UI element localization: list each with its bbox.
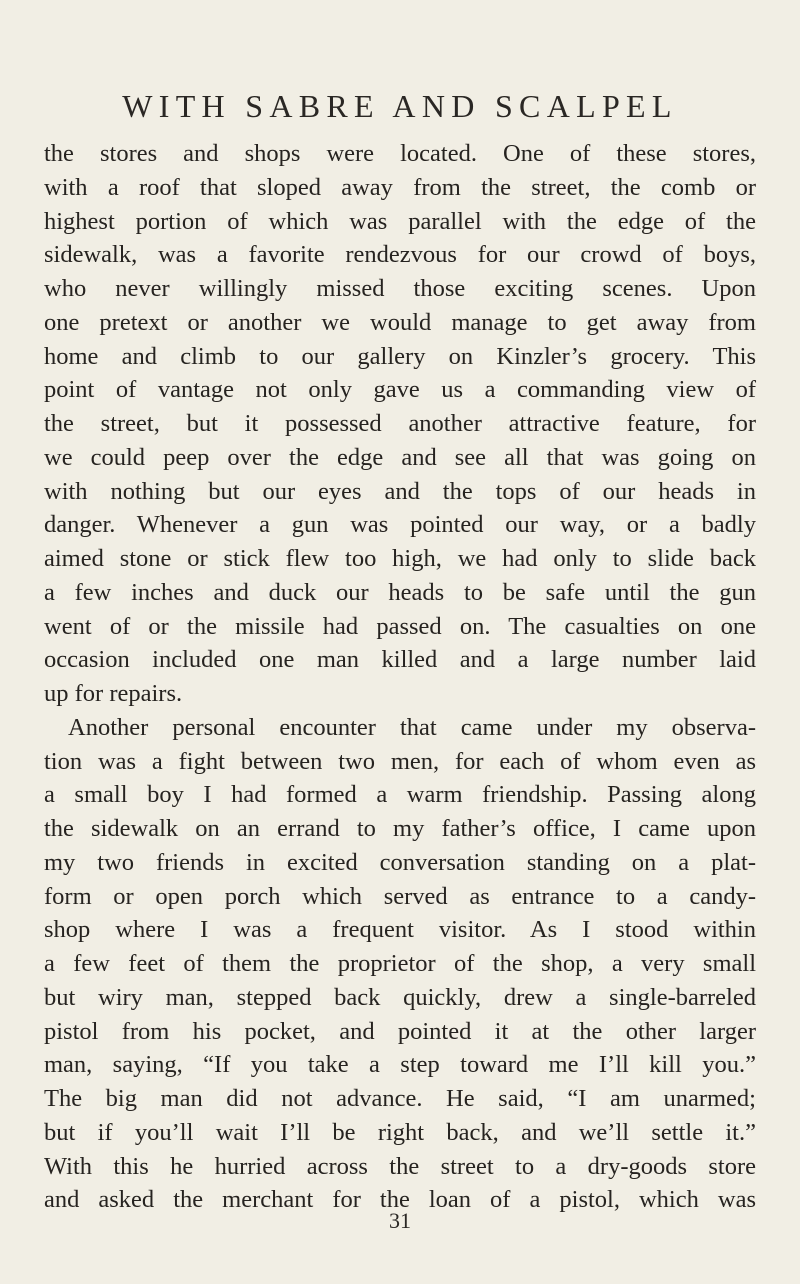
text-line: form or open porch which served as entrance to a candy- [44,882,756,910]
body-text [44,137,756,1217]
text-line: the sidewalk on an errand to my father’s office, I came upon [44,815,756,842]
text-line: one pretext or another we would manage to get away from [44,308,756,336]
text-line: aimed stone or stick flew too high, we had only to slide back [44,545,756,572]
text-line: highest portion of which was parallel with the edge of the [44,207,756,235]
text-line: pistol from his pocket, and pointed it at the other larger [44,1017,756,1045]
text-line: we could peep over the edge and see all that was going on [44,443,756,471]
text-line: The big man did not advance. He said, “I am unarmed; [44,1085,756,1112]
text-line: went of or the missile had passed on. The casualties on one [44,612,756,640]
text-line: a few feet of them the proprietor of the shop, a very small [44,950,756,977]
text-line: point of vantage not only gave us a commanding view of [44,376,756,404]
text-line: who never willingly missed those exciting scenes. Upon [44,275,756,302]
text-line: occasion included one man killed and a large number laid [44,646,756,674]
text-line: with a roof that sloped away from the street, the comb or [44,173,756,201]
running-head: WITH SABRE AND SCALPEL [122,88,678,124]
text-line: a few inches and duck our heads to be safe until the gun [44,578,756,606]
text-line: shop where I was a frequent visitor. As I stood within [44,916,756,944]
text-line: the street, but it possessed another attractive feature, for [44,410,756,437]
text-line: but wiry man, stepped back quickly, drew a single-barreled [44,983,756,1011]
text-line: but if you’ll wait I’ll be right back, and we’ll settle it.” [44,1118,756,1146]
text-line: my two friends in excited conversation standing on a plat- [44,848,756,876]
text-line: up for repairs. [44,680,183,707]
text-line: with nothing but our eyes and the tops of our heads in [44,477,756,505]
text-line: and asked the merchant for the loan of a pistol, which was [44,1186,756,1214]
text-line: tion was a fight between two men, for each of whom even as [44,747,756,775]
text-line: the stores and shops were located. One of these stores, [44,140,756,167]
text-line: With this he hurried across the street to a dry-goods store [44,1152,756,1180]
text-line: Another personal encounter that came under my observa- [68,713,756,741]
text-line: sidewalk, was a favorite rendezvous for our crowd of boys, [44,241,756,269]
page-number: 31 [389,1208,411,1233]
text-line: home and climb to our gallery on Kinzler’s grocery. This [44,342,756,370]
text-line: man, saying, “If you take a step toward me I’ll kill you.” [44,1051,756,1079]
text-line: danger. Whenever a gun was pointed our way, or a badly [44,511,756,539]
text-line: a small boy I had formed a warm friendship. Passing along [44,781,756,809]
